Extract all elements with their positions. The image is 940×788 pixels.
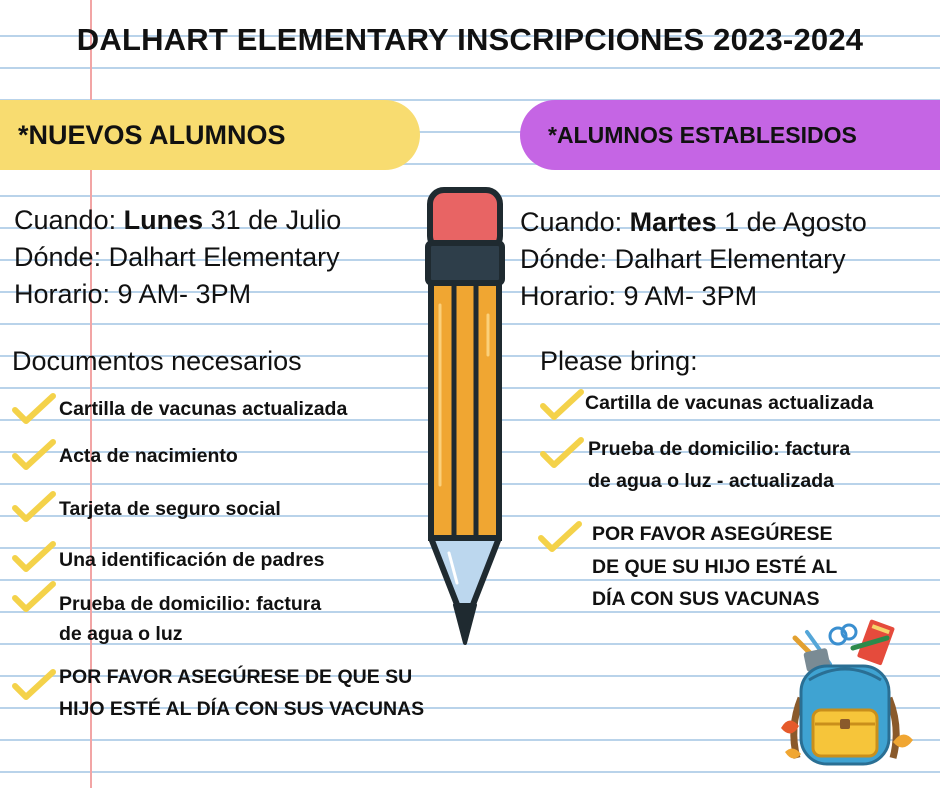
list-item: HIJO ESTÉ AL DÍA CON SUS VACUNAS xyxy=(59,698,425,720)
list-item: POR FAVOR ASEGÚRESE xyxy=(592,523,833,545)
list-item: Tarjeta de seguro social xyxy=(59,498,281,520)
list-item: de agua o luz xyxy=(59,623,183,645)
list-item: Cartilla de vacunas actualizada xyxy=(59,398,348,420)
when-label: Cuando: xyxy=(520,207,630,237)
when-day: Lunes xyxy=(123,205,204,235)
list-item: Acta de nacimiento xyxy=(59,445,238,467)
when-label: Cuando: xyxy=(14,205,124,235)
pencil-icon xyxy=(425,185,505,650)
hours-line: Horario: 9 AM- 3PM xyxy=(520,281,758,311)
when-line xyxy=(14,202,341,239)
where-line: Dónde: Dalhart Elementary xyxy=(520,244,846,274)
page-title: DALHART ELEMENTARY INSCRIPCIONES 2023-2024 xyxy=(76,22,864,57)
when-date: 1 de Agosto xyxy=(716,207,867,237)
when-date: 31 de Julio xyxy=(203,205,342,235)
list-item: Cartilla de vacunas actualizada xyxy=(585,392,874,414)
documents-heading: Documentos necesarios xyxy=(12,346,302,376)
established-students-info xyxy=(520,204,867,315)
list-item: Prueba de domicilio: factura xyxy=(59,593,322,615)
list-item: DÍA CON SUS VACUNAS xyxy=(592,588,820,610)
hours-line: Horario: 9 AM- 3PM xyxy=(14,279,252,309)
list-item: POR FAVOR ASEGÚRESE DE QUE SU xyxy=(59,666,413,688)
checkmark-icon xyxy=(12,392,56,426)
please-bring-heading: Please bring: xyxy=(540,346,698,376)
checkmark-icon xyxy=(12,438,56,472)
checkmark-icon xyxy=(540,436,584,470)
new-students-info xyxy=(14,202,341,313)
list-item: Una identificación de padres xyxy=(59,549,325,571)
established-students-banner: *ALUMNOS ESTABLESIDOS xyxy=(520,100,940,170)
when-line xyxy=(520,204,867,241)
checkmark-icon xyxy=(12,490,56,524)
checkmark-icon xyxy=(12,540,56,574)
list-item: Prueba de domicilio: factura xyxy=(588,438,851,460)
when-day: Martes xyxy=(629,207,717,237)
checkmark-icon xyxy=(540,388,584,422)
where-line: Dónde: Dalhart Elementary xyxy=(14,242,340,272)
list-item: DE QUE SU HIJO ESTÉ AL xyxy=(592,556,838,578)
backpack-icon xyxy=(775,618,915,768)
checkmark-icon xyxy=(12,580,56,614)
checkmark-icon xyxy=(538,520,582,554)
new-students-banner: *NUEVOS ALUMNOS xyxy=(0,100,420,170)
list-item: de agua o luz - actualizada xyxy=(588,470,834,492)
checkmark-icon xyxy=(12,668,56,702)
